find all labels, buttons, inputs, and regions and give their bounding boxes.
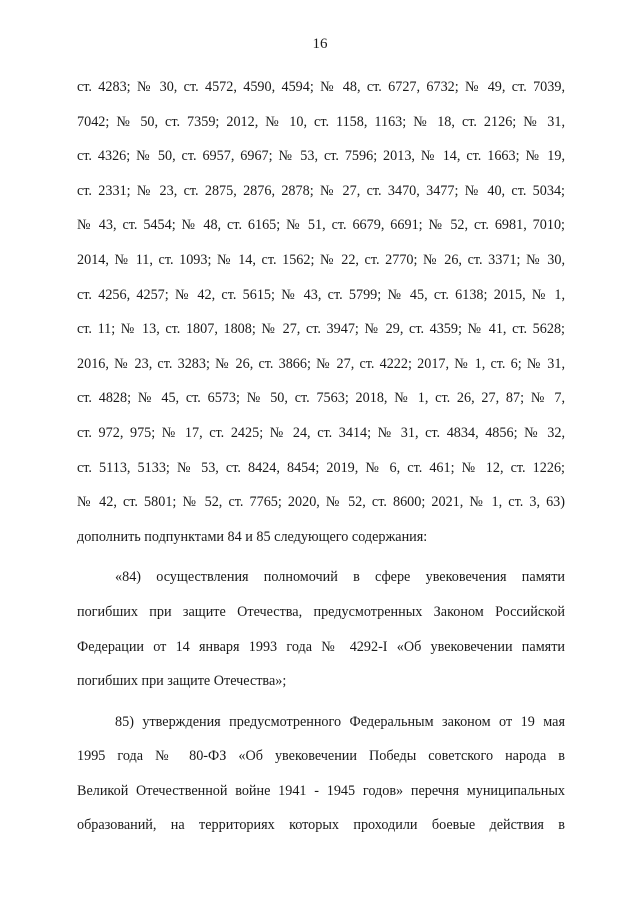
text-line: образований, на территориях которых проходили боевые действия в: [77, 817, 565, 834]
text-line: погибших при защите Отечества»;: [77, 673, 287, 690]
text-line: «84) осуществления полномочий в сфере увековечения памяти: [115, 569, 565, 586]
page-number: 16: [312, 36, 328, 52]
text-line: 85) утверждения предусмотренного Федеральным законом от 19 мая: [115, 713, 565, 730]
text-line: ст. 5113, 5133; № 53, ст. 8424, 8454; 2019, № 6, ст. 461; № 12, ст. 1226;: [77, 459, 565, 476]
text-line: Федерации от 14 января 1993 года № 4292-I «Об увековечении памяти: [77, 638, 565, 655]
text-line: № 43, ст. 5454; № 48, ст. 6165; № 51, ст. 6679, 6691; № 52, ст. 6981, 7010;: [77, 217, 565, 234]
text-line: 2014, № 11, ст. 1093; № 14, ст. 1562; № 22, ст. 2770; № 26, ст. 3371; № 30,: [77, 251, 565, 268]
text-line: Великой Отечественной войне 1941 - 1945 годов» перечня муниципальных: [77, 782, 565, 799]
text-line: ст. 4283; № 30, ст. 4572, 4590, 4594; № 48, ст. 6727, 6732; № 49, ст. 7039,: [77, 79, 565, 95]
text-line: ст. 4828; № 45, ст. 6573; № 50, ст. 7563; 2018, № 1, ст. 26, 27, 87; № 7,: [77, 390, 565, 407]
text-line: ст. 972, 975; № 17, ст. 2425; № 24, ст. 3414; № 31, ст. 4834, 4856; № 32,: [77, 424, 565, 441]
text-line: 7042; № 50, ст. 7359; 2012, № 10, ст. 1158, 1163; № 18, ст. 2126; № 31,: [77, 113, 565, 130]
text-line: ст. 11; № 13, ст. 1807, 1808; № 27, ст. 3947; № 29, ст. 4359; № 41, ст. 5628;: [77, 321, 565, 338]
text-line: № 42, ст. 5801; № 52, ст. 7765; 2020, № 52, ст. 8600; 2021, № 1, ст. 3, 63): [77, 494, 565, 511]
text-line: 2016, № 23, ст. 3283; № 26, ст. 3866; № 27, ст. 4222; 2017, № 1, ст. 6; № 31,: [77, 355, 565, 372]
text-line: ст. 4256, 4257; № 42, ст. 5615; № 43, ст. 5799; № 45, ст. 6138; 2015, № 1,: [77, 286, 565, 303]
text-line: дополнить подпунктами 84 и 85 следующего содержания:: [77, 528, 428, 545]
text-line: ст. 4326; № 50, ст. 6957, 6967; № 53, ст. 7596; 2013, № 14, ст. 1663; № 19,: [77, 148, 565, 165]
document-body: [77, 70, 565, 843]
text-line: 1995 года № 80-ФЗ «Об увековечении Победы советского народа в: [77, 748, 565, 765]
text-line: ст. 2331; № 23, ст. 2875, 2876, 2878; № 27, ст. 3470, 3477; № 40, ст. 5034;: [77, 182, 565, 199]
text-line: погибших при защите Отечества, предусмотренных Законом Российской: [77, 603, 565, 620]
